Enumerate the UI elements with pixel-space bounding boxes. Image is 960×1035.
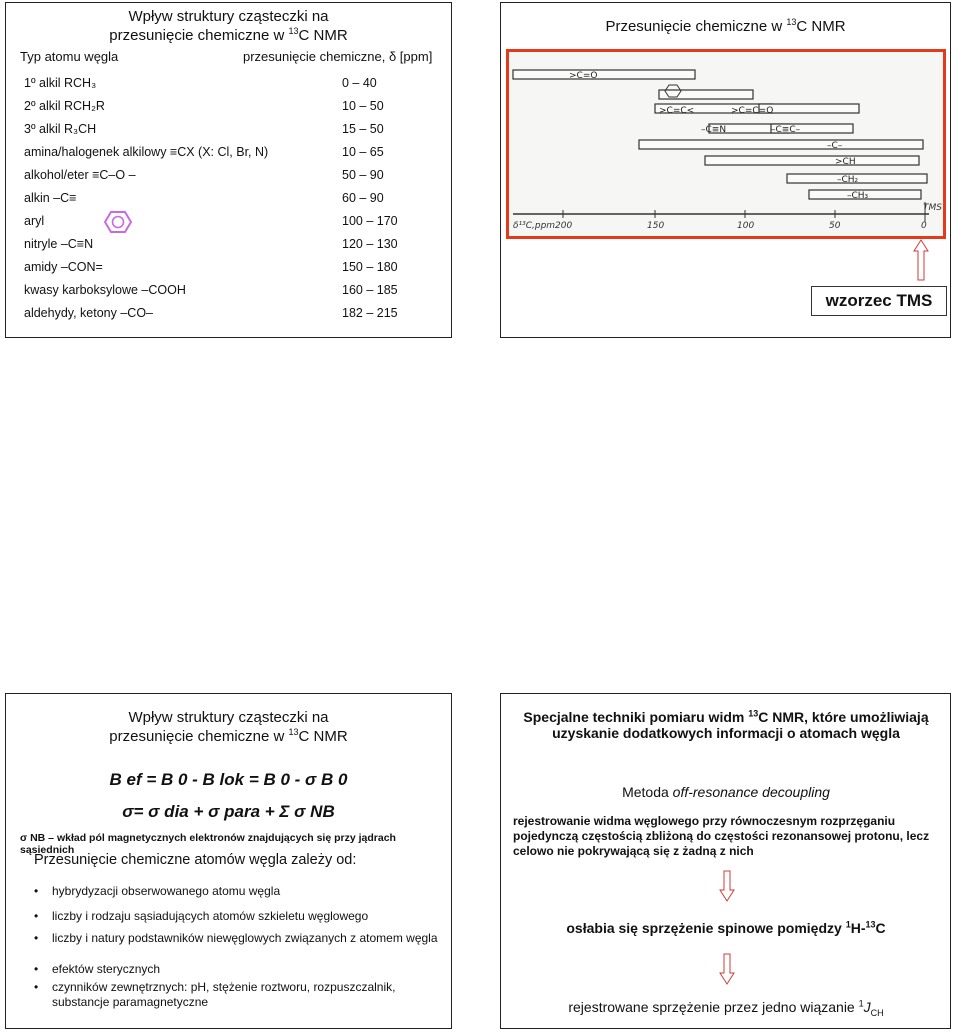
bar-label: >CH (835, 157, 856, 167)
list-item: • liczby i rodzaju sąsiadujących atomów szkieletu węglowego (34, 909, 369, 923)
benzene-ring-icon (104, 210, 132, 234)
list-item: • czynników zewnętrznych: pH, stężenie roztworu, rozpuszczalnik, substancje paramagnetyczne (34, 980, 396, 1009)
table-row: aldehydy, ketony –CO– 182 – 215 (24, 306, 398, 320)
table-row: amidy –CON= 150 – 180 (24, 260, 398, 274)
table-row: amina/halogenek alkilowy ≡CX (X: Cl, Br, N) 10 – 65 (24, 145, 384, 159)
slide1-title-line1: Wpływ struktury cząsteczki na (128, 8, 329, 25)
bar-label: –C– (827, 141, 843, 151)
arrow-up-icon (913, 239, 929, 281)
bar-label: >C=C< (659, 106, 695, 116)
bar-label: –CH₂ (837, 175, 859, 185)
slide4-title: Specjalne techniki pomiaru widm $^{13}$C NMR, które umożliwiają uzyskanie dodatkowych informacji o atomach węgla (523, 708, 929, 741)
tick-label: 0 (921, 221, 927, 231)
shielding-formula: σ= σ dia + σ para + Σ σ NB (122, 802, 335, 821)
bar-label: –CH₃ (847, 191, 869, 201)
column-header-shift: przesunięcie chemiczne, δ [ppm] (243, 49, 433, 64)
slide2-title: Przesunięcie chemiczne w $^{13}$C NMR (605, 17, 846, 35)
tms-label: TMS (923, 203, 942, 213)
bar-label: >C=C=O (731, 106, 774, 116)
list-item: • efektów sterycznych (34, 962, 161, 976)
tms-reference-box: wzorzec TMS (811, 286, 947, 316)
slide-special-techniques (500, 693, 951, 1029)
tick-label: 200 (555, 221, 573, 231)
bar-methine (705, 156, 919, 165)
table-row: 2º alkil RCH₂R 10 – 50 (24, 99, 384, 113)
coupling-weakened: osłabia się sprzężenie spinowe pomiędzy $^1$H-$^{13}$C (566, 919, 886, 936)
table-row: kwasy karboksylowe –COOH 160 – 185 (24, 283, 398, 297)
slide1-title-line2: przesunięcie chemiczne w $^{13}$C NMR (109, 26, 348, 44)
field-formula: B ef = B 0 - B lok = B 0 - σ B 0 (109, 770, 348, 789)
list-item: • hybrydyzacji obserwowanego atomu węgla (34, 884, 281, 898)
table-row: nitryle –C≡N 120 – 130 (24, 237, 398, 251)
sigma-nb-note: σ NB – wkład pól magnetycznych elektronów znajdujących się przy jądrach sąsiednich (20, 832, 396, 856)
table-row: aryl 100 – 170 (24, 214, 424, 234)
tick-label: 50 (829, 221, 841, 231)
one-bond-coupling: rejestrowane sprzężenie przez jedno wiązanie $^1J_{CH}$ (568, 998, 884, 1018)
bar-quaternary (639, 140, 923, 149)
arrow-down-icon (719, 953, 735, 985)
slide1-title (6, 7, 451, 45)
slide-shift-table (5, 2, 452, 338)
arrow-down-icon (719, 870, 735, 902)
tick-label: 100 (737, 221, 755, 231)
bar-label: –C≡N (701, 125, 727, 135)
list-item: • liczby i natury podstawników niewęglowych związanych z atomem węgla (34, 931, 438, 945)
shift-range-figure (506, 49, 946, 239)
method-title: Metoda off-resonance decoupling (622, 784, 830, 800)
slide-shift-chart (500, 2, 951, 338)
table-row: 1º alkil RCH₃ 0 – 40 (24, 76, 377, 90)
table-row: alkohol/eter ≡C–O – 50 – 90 (24, 168, 384, 182)
shift-range-diagram (509, 52, 943, 236)
bar-label: >C=O (569, 71, 598, 81)
bar-carbonyl (513, 70, 695, 79)
bar-aryl (659, 90, 753, 99)
table-row: 3º alkil R₃CH 15 – 50 (24, 122, 384, 136)
bar-label: –C≡C– (771, 125, 801, 135)
depends-heading: Przesunięcie chemiczne atomów węgla zależy od: (34, 852, 357, 868)
column-header-atom: Typ atomu węgla (20, 49, 119, 64)
slide-shielding (5, 693, 452, 1029)
bar-ketene (759, 104, 859, 113)
slide3-title: Wpływ struktury cząsteczki na przesunięcie chemiczne w $^{13}$C NMR (109, 709, 348, 745)
axis-label: δ¹³C,ppm (513, 221, 556, 231)
table-row: alkin –C≡ 60 – 90 (24, 191, 384, 205)
method-description: rejestrowanie widma węglowego przy równoczesnym rozprzęganiu pojedynczą częstością zbliżoną do częstości rezonansowej protonu, lecz celowo nie pokrywającą się z żadną z nich (513, 814, 930, 858)
tick-label: 150 (647, 221, 665, 231)
